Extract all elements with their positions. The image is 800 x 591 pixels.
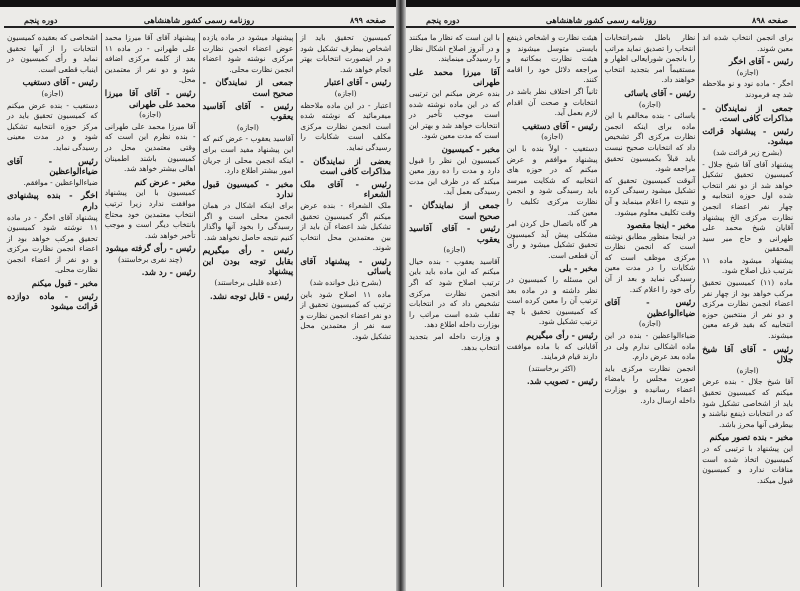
paragraph: هیئت نظارت و اشخاص ذینفع بایستی متوسل میشوند و هیئت نظارت بمکاتبه و مراجعه دلائل خود را اقامه کنند. bbox=[506, 33, 598, 85]
book-gutter bbox=[396, 0, 406, 591]
paragraph: برای اینکه اشکال در همان انجمن محلی است و اگر رسیدگی را بخود آنها واگذار کنیم نتیجه حاصل نخواهد شد. bbox=[202, 200, 294, 242]
paragraph: یاسائی - بنده مخالفم با این ماده برای اینکه انجمن نظارت مرکزی اگر تشخیص داد که انتخابات صحیح نیست باید قبلاً بکمیسیون تحقیق مراجعه شود. bbox=[604, 111, 696, 174]
speaker-heading: رئیس - رأی میگیریم bbox=[526, 330, 598, 341]
paragraph: با این است که نظار ما میکنند و در آنروز اصلاح اشکال نظار را رسیدگی مینمایند. bbox=[409, 33, 500, 64]
paragraph: این مسئله را کمیسیون در نظر داشته و در ماده بعد ترتیب آن را معین کرده است که کمیسیون تحقیق با چه ترتیب تشکیل شود. bbox=[506, 275, 598, 327]
paragraph: ضیاءالواعظین - موافقم. bbox=[23, 177, 98, 187]
paragraph: کمیسیون این نظر را قبول دارد و مدت را ده روز معین میکند که در ظرف این مدت رسیدگی بعمل آید. bbox=[409, 155, 500, 197]
speaker-heading: رئیس - آقای اعتبار bbox=[324, 77, 391, 88]
text-column bbox=[503, 33, 601, 587]
text-column bbox=[406, 33, 503, 587]
paragraph: اخگر - ماده نود و نو ملاحظه شد چه فرمودند bbox=[702, 79, 793, 99]
speaker-heading: رئیس - آقای ضیاءالواعظین bbox=[7, 155, 98, 177]
paragraph: آقایانی که با ماده موافقت دارند قیام فرمایند. bbox=[506, 341, 598, 362]
stage-note: (اجازه) bbox=[139, 110, 162, 120]
paragraph: ماده ۱۱ اصلاح شود باین ترتیب که کمیسیون تحقیق از دو نفر اعضاء انجمن نظارت و سه نفر از معتمدین محل تشکیل شود. bbox=[300, 289, 391, 342]
speaker-heading: رئیس - ماده دوازده قرائت میشود bbox=[7, 290, 98, 312]
paragraph: آقا میرزا محمد علی طهرانی - بنده نظرم این است که وقتی معتمدین محل در کمیسیون باشند اطمینان اهالی بیشتر خواهد شد. bbox=[104, 121, 196, 174]
paragraph: دستغیب - اولاً بنده با این پیشنهاد موافقم و عرض میکنم که در حوزه های انتخابیه که شکایت میرسد باید رسیدگی شود و انجمن نظارت مرکزی تکلیف را معین کند. bbox=[506, 143, 598, 217]
paragraph: هر گاه باتصال حل کردن امر مشکلی پیش آید کمیسیون تحقیق تشکیل میشود و رأی آن قطعی است. bbox=[506, 219, 598, 260]
speaker-heading: رئیس - آقای یاسائی bbox=[624, 87, 696, 98]
text-column bbox=[601, 33, 699, 587]
stage-note: (اجازه) bbox=[236, 122, 259, 132]
paragraph: ثانیاً اگر اختلاف نظر باشد در انتخابات و صحت آن اقدام لازم بعمل آید. bbox=[506, 86, 598, 118]
speaker-heading: رئیس - آقای آقا میرزا محمد علی طهرانی bbox=[104, 87, 196, 109]
newspaper-title: روزنامه رسمی کشور شاهنشاهی bbox=[143, 15, 255, 25]
speaker-heading: رئیس - تصویب شد. bbox=[526, 376, 598, 387]
speaker-heading: رئیس - آقای دستغیب bbox=[522, 120, 598, 131]
paragraph: و وزارت داخله امر بتجدید انتخاب بدهد. bbox=[409, 332, 500, 352]
text-column bbox=[199, 33, 297, 587]
paragraph: برای انجمن انتخاب شده اند معین شوند. bbox=[702, 33, 793, 53]
header-rule bbox=[406, 26, 796, 28]
stage-note: (اکثر برخاستند) bbox=[528, 363, 576, 373]
stage-note: (اجازه) bbox=[443, 245, 466, 255]
paragraph: آقا شیخ جلال - بنده عرض میکنم که کمیسیون تحقیق باید از اشخاصی تشکیل شود که در انتخابات ذینفع نباشند و بیطرفی آنها محرز باشد. bbox=[702, 377, 793, 429]
page-header bbox=[406, 15, 796, 29]
text-column bbox=[4, 33, 101, 587]
speaker-heading: رئیس - آقای آقا شیخ جلال bbox=[702, 343, 793, 365]
paragraph: پیشنهاد آقای اخگر - در ماده ۱۱ نوشته شود کمیسیون تحقیق مرکب خواهد بود از اعضاء انجمن نظارت مرکزی و دو نفر از اعضاء انجمن نظارت محلی. bbox=[7, 212, 98, 275]
stage-note: (بشرح ذیل خوانده شد) bbox=[309, 278, 382, 288]
paragraph: پیشنهاد آقای آقا میرزا محمد علی طهرانی - در ماده ۱۱ بعد از کلمه مرکزی اضافه شود و دو نفر از معتمدین محل. bbox=[104, 33, 196, 85]
stage-note: (اجازه) bbox=[334, 88, 357, 98]
stage-note: (اجازه) bbox=[736, 365, 759, 375]
speaker-heading: رئیس - آقای آقاسید یعقوب bbox=[202, 100, 294, 122]
stage-note: (عده قلیلی برخاستند) bbox=[214, 278, 282, 288]
stage-note: (اجازه) bbox=[638, 319, 661, 329]
paragraph: آقاسید یعقوب - عرض کنم که این پیشنهاد مفید است برای اینکه انجمن محلی از جریان امور بیشتر اطلاع دارد. bbox=[202, 134, 294, 176]
paragraph: ماده (۱۱) کمیسیون تحقیق مرکب خواهد بود از چهار نفر اعضاء انجمن نظارت مرکزی و دو نفر از منتخبین حوزه انتخابیه که بقید قرعه معین میشوند. bbox=[702, 278, 793, 341]
page-header bbox=[4, 15, 394, 29]
text-column bbox=[296, 33, 394, 587]
stage-note: (اجازه) bbox=[541, 132, 564, 142]
speaker-heading: مخبر - عرض کنم bbox=[134, 176, 196, 187]
paragraph: آنوقت کمیسیون تحقیق که تشکیل میشود رسیدگی کرده و نتیجه را اعلام مینماید و آن وقت تکلیف معلوم میشود. bbox=[604, 175, 696, 217]
speaker-heading: اخگر - بنده پیشنهادی دارم bbox=[7, 190, 98, 211]
stage-note: (اجازه) bbox=[41, 88, 64, 98]
speaker-heading: رئیس - آقای ملک الشعراء bbox=[300, 178, 391, 200]
speaker-heading: جمعی از نمایندگان - صحیح است bbox=[409, 199, 500, 221]
page-number: صفحه ۸۹۸ bbox=[752, 15, 788, 25]
page-number: صفحه ۸۹۹ bbox=[350, 15, 386, 25]
paragraph: نظار باطل شمرانتخابات انتخاب را تصدیق نماید مراتب را بانجمن شورایعالی اظهار و مستقیماً امر بتجدید انتخاب خواهند داد. bbox=[604, 33, 696, 85]
paragraph: ملک الشعراء - بنده عرض میکنم اگر کمیسیون تحقیق تشکیل شد اعضاء آن باید از بین معتمدین محل انتخاب شوند. bbox=[300, 200, 391, 253]
page-898 bbox=[402, 7, 800, 591]
speaker-heading: رئیس - رأی میگیریم بقابل توجه بودن این پیشنهاد bbox=[202, 245, 294, 277]
paragraph: ضیاءالواعظین - بنده در این ماده اشکالی ندارم ولی در ماده بعد عرض دارم. bbox=[604, 331, 696, 362]
speaker-heading: رئیس - پیشنهاد آقای یاسائی bbox=[300, 255, 391, 277]
speaker-heading: مخبر - اینجا مقصود bbox=[626, 220, 696, 231]
paragraph: اعتبار - در این ماده ملاحظه میفرمائید که نوشته شده است انجمن نظارت مرکزی مکلف است شکایات را رسیدگی نماید. bbox=[300, 100, 391, 152]
paragraph: کمیسیون تحقیق باید از اشخاص بیطرف تشکیل شود و در اینصورت انتخابات بهتر انجام خواهد شد. bbox=[300, 33, 391, 74]
speaker-heading: رئیس - آقای دستغیب bbox=[22, 77, 98, 88]
speaker-heading: رئیس - پیشنهاد قرائت میشود. bbox=[702, 125, 793, 147]
paragraph: این پیشنهاد با ترتیبی که در کمیسیون اتخاذ شده است منافات ندارد و کمیسیون قبول میکند. bbox=[702, 443, 793, 485]
speaker-heading: جمعی از نمایندگان - مذاکرات کافی است. bbox=[702, 102, 793, 124]
volume-label: دوره پنجم bbox=[24, 15, 58, 25]
paragraph: پیشنهاد آقای آقا شیخ جلال - کمیسیون تحقیق تشکیل خواهد شد از دو نفر انتخاب شده اول حوزه انتخابیه و چهار نفر اعضاء انجمن نظارت مرکزی الخ پیشنهاد آقایان شیخ محمد علی طهرانی و حاج میر سید المحققین bbox=[702, 159, 793, 254]
speaker-heading: رئیس - آقای ضیاءالواعظین bbox=[604, 297, 696, 318]
text-columns bbox=[4, 33, 394, 587]
stage-note: (اجازه) bbox=[736, 67, 759, 77]
text-column bbox=[698, 33, 796, 587]
speaker-heading: مخبر - بنده تصور میکنم bbox=[709, 432, 793, 443]
speaker-heading: رئیس - رأی گرفته میشود bbox=[105, 243, 196, 254]
volume-label: دوره پنجم bbox=[426, 15, 460, 25]
speaker-heading: مخبر - کمیسیون قبول ندارد bbox=[202, 178, 294, 200]
paragraph: در اینجا منظور مطابق نوشته است که انجمن نظارت مرکزی موظف است که شکایات را در مدت معین رسیدگی نماید و بعد از آن رأی خود را اعلام کند. bbox=[604, 231, 696, 294]
speaker-heading: رئیس - رد شد. bbox=[141, 267, 196, 278]
paragraph: پیشنهاد میشود در ماده یازده عوض اعضاء انجمن نظارت مرکزی نوشته شود اعضاء انجمن نظارت محلی. bbox=[202, 33, 294, 74]
paragraph: انجمن نظارت مرکزی باید صورت مجلس را بامضاء اعضاء رسانیده و بوزارت داخله ارسال دارد. bbox=[604, 363, 696, 405]
paragraph: بنده عرض میکنم این ترتیبی که در این ماده نوشته شده است موجب تأخیر در انتخابات خواهد شد و بهتر این است که مدت معین شود. bbox=[409, 88, 500, 141]
speaker-heading: آقا میرزا محمد علی طهرانی bbox=[409, 66, 500, 88]
paragraph: پیشنهاد میشود ماده ۱۱ بترتیب ذیل اصلاح شود. bbox=[702, 255, 793, 276]
stage-note: (بشرح زیر قرائت شد) bbox=[713, 147, 783, 157]
speaker-heading: مخبر - کمیسیون bbox=[441, 143, 500, 154]
header-rule bbox=[4, 26, 394, 28]
speaker-heading: بعضی از نمایندگان - مذاکرات کافی است bbox=[300, 155, 391, 177]
newspaper-title: روزنامه رسمی کشور شاهنشاهی bbox=[545, 15, 657, 25]
page-899 bbox=[0, 7, 398, 591]
speaker-heading: رئیس - آقای اخگر bbox=[729, 56, 793, 67]
paragraph: دستغیب - بنده عرض میکنم که کمیسیون تحقیق باید در مرکز حوزه انتخابیه تشکیل شود و در مدت معینی رسیدگی نماید. bbox=[7, 100, 98, 152]
speaker-heading: مخبر - بلی bbox=[559, 263, 598, 274]
speaker-heading: رئیس - قابل توجه نشد. bbox=[209, 290, 294, 301]
speaker-heading: رئیس - آقای آقاسید یعقوب bbox=[409, 223, 500, 244]
paragraph: اشخاصی که بعقیده کمیسیون انتخابات را از آنها تحقیق نماید و رأی کمیسیون در اینباب قطعی است. bbox=[7, 33, 98, 74]
speaker-heading: مخبر - قبول میکنم bbox=[31, 278, 98, 289]
text-column bbox=[101, 33, 199, 587]
text-columns bbox=[406, 33, 796, 587]
paragraph: آقاسید یعقوب - بنده خیال میکنم که این ماده باید باین ترتیب اصلاح شود که اگر انجمن نظارت مرکزی تشخیص داد که در انتخابات تقلب شده است مراتب را بوزارت داخله اطلاع دهد. bbox=[409, 256, 500, 330]
speaker-heading: جمعی از نمایندگان - صحیح است bbox=[202, 77, 294, 98]
stage-note: (اجازه) bbox=[638, 99, 661, 109]
paragraph: کمیسیون با این پیشنهاد موافقت ندارد زیرا ترتیب انتخاب معتمدین خود محتاج بانتخاب دیگر است و موجب تأخیر خواهد شد. bbox=[104, 188, 196, 240]
stage-note: (چند نفری برخاستند) bbox=[117, 254, 183, 264]
